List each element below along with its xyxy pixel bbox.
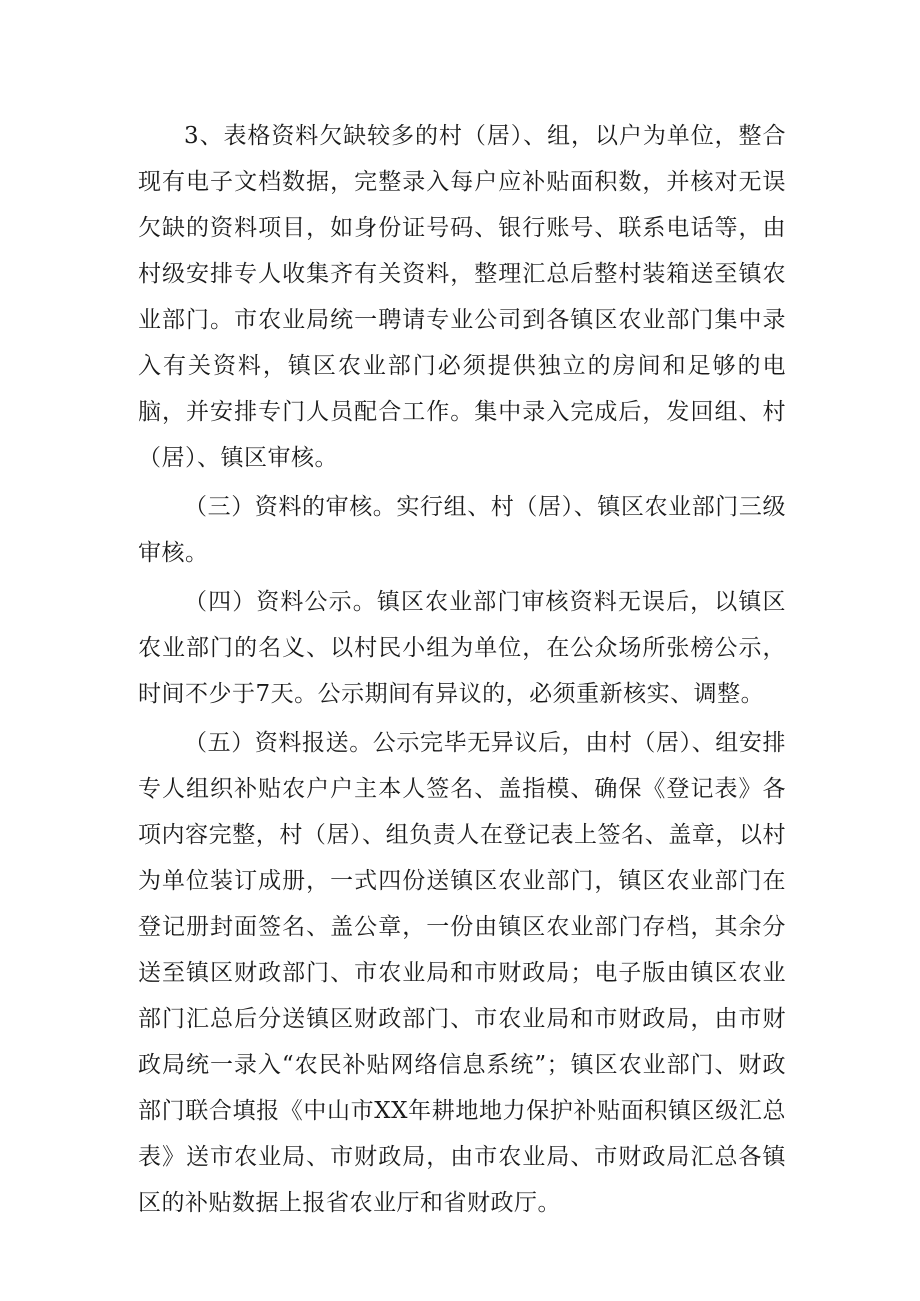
paragraph-publicity: （四）资料公示。镇区农业部门审核资料无误后，以镇区农业部门的名义、以村民小组为单位，在公众场所张榜公示，时间不少于7天。公示期间有异议的，必须重新核实、调整。 [138,589,786,707]
paragraph-submission: （五）资料报送。公示完毕无异议后，由村（居）、组安排专人组织补贴农户户主本人签名、盖指模、确保《登记表》各项内容完整，村（居）、组负责人在登记表上签名、盖章，以村为单位装订成册，一式四份送镇区农业部门，镇区农业部门在登记册封面签名、盖公章，一份由镇区农业部门存档，其余分送至镇区财政部门、市农业局和市财政局；电子版由镇区农业部门汇总后分送镇区财政部门、市农业局和市财政局，由市财政局统一录入“农民补贴网络信息系统”；镇区农业部门、财政部门联合填报《中山市XX年耕地地力保护补贴面积镇区级汇总表》送市农业局、市财政局，由市农业局、市财政局汇总各镇区的补贴数据上报省农业厅和省财政厅。 [138,730,786,1216]
paragraph-item-3: 3、表格资料欠缺较多的村（居）、组，以户为单位，整合现有电子文档数据，完整录入每户应补贴面积数，并核对无误欠缺的资料项目，如身份证号码、银行账号、联系电话等，由村级安排专人收集齐有关资料，整理汇总后整村装箱送至镇农业部门。市农业局统一聘请专业公司到各镇区农业部门集中录入有关资料，镇区农业部门必须提供独立的房间和足够的电脑，并安排专门人员配合工作。集中录入完成后，发回组、村（居）、镇区审核。 [138,123,786,471]
paragraph-review: （三）资料的审核。实行组、村（居）、镇区农业部门三级审核。 [138,494,786,566]
document-body [138,113,786,1229]
